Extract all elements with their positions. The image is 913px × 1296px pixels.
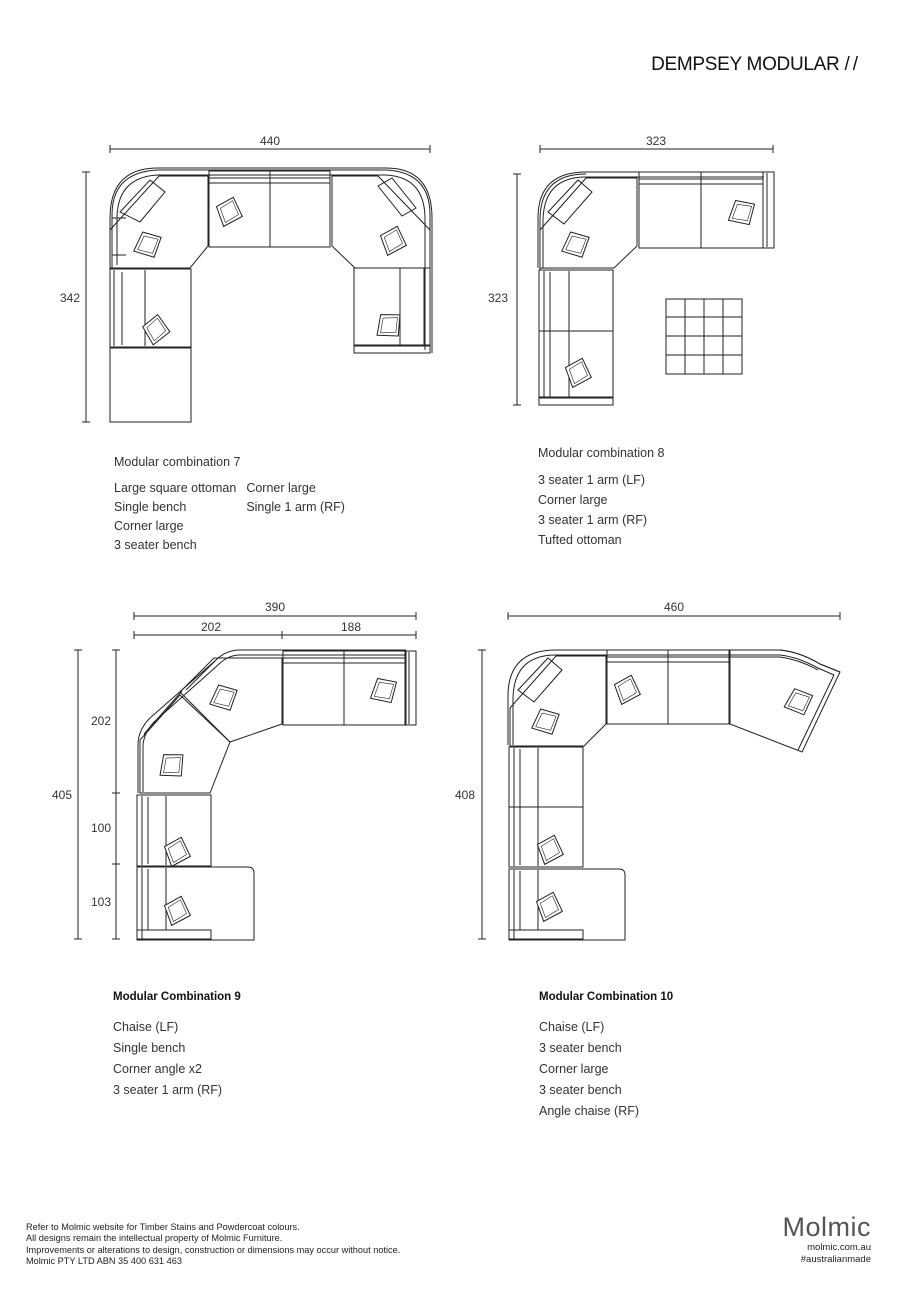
footer-line: Refer to Molmic website for Timber Stains and Powdercoat colours. [26, 1222, 300, 1232]
dim-c9-depth-1: 202 [91, 714, 112, 728]
list-item: Chaise (LF) [539, 1020, 605, 1034]
dim-c8-width: 323 [645, 134, 667, 148]
plan-combination-7 [82, 145, 432, 422]
list-item: Angle chaise (RF) [539, 1104, 640, 1118]
list-item: 3 seater 1 arm (RF) [538, 513, 648, 527]
list-item: Tufted ottoman [538, 533, 622, 547]
dim-c7-depth: 342 [60, 291, 81, 305]
dim-c9-depth-3: 103 [91, 895, 112, 909]
plan-combination-9 [74, 612, 416, 940]
dim-c10-depth: 408 [455, 788, 476, 802]
list-item: Corner large [539, 1062, 609, 1076]
hashtag: #australianmade [800, 1254, 871, 1265]
website-link[interactable]: molmic.com.au [807, 1242, 871, 1253]
dim-c9-depth: 405 [52, 788, 73, 802]
combination-8-title: Modular combination 8 [538, 446, 665, 460]
combination-10-title: Modular Combination 10 [539, 991, 674, 1003]
dim-c10-width: 460 [663, 600, 685, 614]
footer-line: Molmic PTY LTD ABN 35 400 631 463 [26, 1256, 182, 1267]
footer-line: All designs remain the intellectual property of Molmic Furniture. [26, 1233, 283, 1244]
list-item: 3 seater 1 arm (LF) [538, 473, 645, 487]
list-item: Single bench [114, 500, 187, 514]
combination-7-title: Modular combination 7 [114, 455, 241, 469]
dim-c9-width-2: 188 [340, 620, 362, 634]
dim-c8-depth: 323 [488, 291, 509, 305]
combination-8-info [538, 446, 664, 550]
combination-7-info [114, 455, 345, 555]
molmic-logo: Molmic [782, 1212, 871, 1242]
plan-combination-10 [478, 612, 840, 940]
list-item: 3 seater bench [114, 538, 197, 552]
dim-c7-width: 440 [259, 134, 281, 148]
combination-9-title: Modular Combination 9 [113, 991, 241, 1003]
list-item: Chaise (LF) [113, 1020, 179, 1034]
plan-combination-8 [513, 145, 774, 405]
dim-c9-width-1: 202 [200, 620, 222, 634]
footer-line: Improvements or alterations to design, construction or dimensions may occur without notice. [26, 1244, 401, 1255]
dim-c9-depth-2: 100 [91, 821, 112, 835]
page-title: DEMPSEY MODULAR // [651, 54, 861, 75]
list-item: Corner angle x2 [113, 1062, 202, 1076]
list-item: Large square ottoman [114, 481, 237, 495]
list-item: Single bench [113, 1041, 186, 1055]
list-item: Corner large [114, 519, 184, 533]
combination-9-info [113, 991, 241, 1101]
brand-block [783, 1212, 872, 1266]
list-item: Corner large [246, 481, 316, 495]
list-item: Single 1 arm (RF) [246, 500, 345, 514]
dim-c9-width: 390 [264, 600, 286, 614]
footer-notes [26, 1222, 400, 1268]
list-item: 3 seater bench [539, 1041, 622, 1055]
list-item: Corner large [538, 493, 608, 507]
list-item: 3 seater 1 arm (RF) [113, 1083, 223, 1097]
combination-10-info [539, 991, 673, 1122]
list-item: 3 seater bench [539, 1083, 622, 1097]
